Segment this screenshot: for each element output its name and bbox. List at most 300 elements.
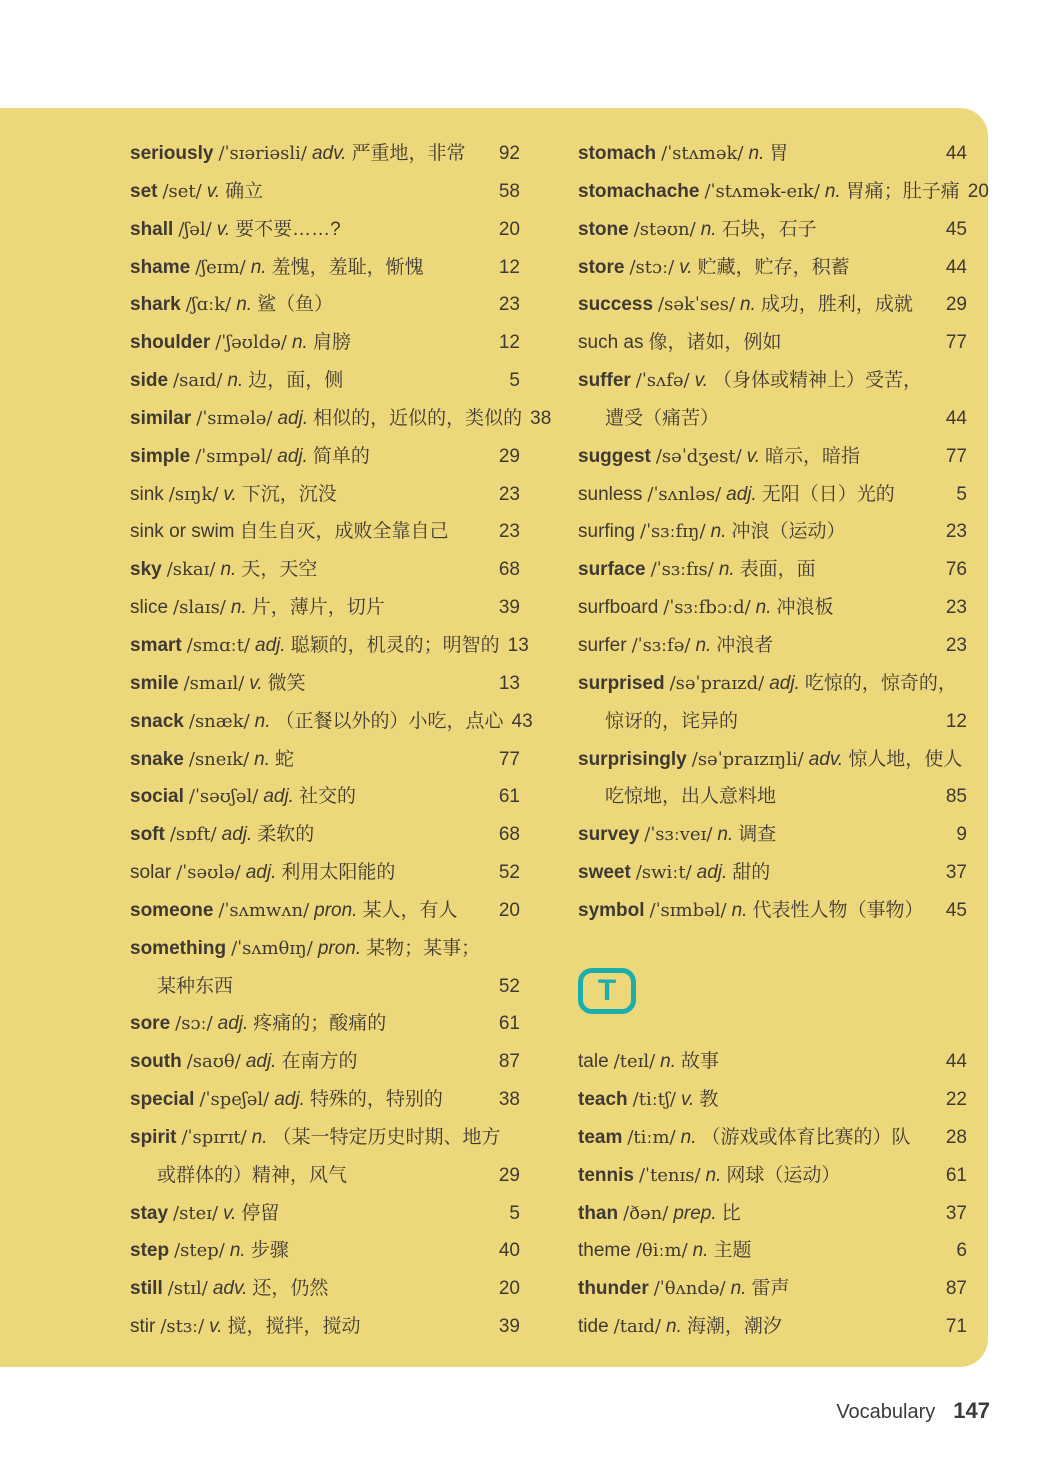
vocab-definition: （某一特定历史时期、地方 <box>272 1126 501 1148</box>
vocab-row <box>130 778 520 816</box>
vocab-page-number: 61 <box>945 1164 967 1186</box>
vocab-definition: 边，面，侧 <box>248 370 344 392</box>
vocab-definition: 步骤 <box>250 1240 289 1262</box>
vocab-entry-text <box>578 1081 718 1119</box>
vocab-page-number: 5 <box>509 1202 520 1224</box>
vocab-word: side <box>130 370 169 392</box>
vocab-page-number: 37 <box>945 1202 967 1224</box>
vocab-pos: n. <box>236 294 253 316</box>
vocab-row <box>578 1157 967 1195</box>
vocab-definition: 社交的 <box>298 786 356 808</box>
vocab-word: surface <box>578 559 646 581</box>
vocab-phonetic: /ˈθʌndə/ <box>653 1278 726 1300</box>
vocab-entry-text <box>578 1119 911 1157</box>
vocab-row <box>578 476 967 514</box>
vocab-page-number: 29 <box>498 445 520 467</box>
vocab-entry-text <box>578 551 816 589</box>
vocab-entry-text <box>578 211 817 249</box>
vocab-phonetic: /tiːm/ <box>627 1126 676 1148</box>
vocab-pos: prep. <box>673 1202 717 1224</box>
vocab-word: success <box>578 294 654 316</box>
vocab-definition: 在南方的 <box>281 1051 358 1073</box>
vocab-word: someone <box>130 899 214 921</box>
vocab-definition: 严重地，非常 <box>351 143 466 164</box>
vocab-definition: 甜的 <box>732 862 771 884</box>
vocab-page-number: 68 <box>498 824 520 846</box>
vocab-pos: adj. <box>255 634 286 656</box>
vocab-pos: n. <box>692 1240 709 1262</box>
vocab-phonetic: /step/ <box>174 1240 225 1262</box>
vocab-word: tale <box>578 1051 609 1073</box>
vocab-word: tennis <box>578 1164 634 1186</box>
vocab-definition: 雷声 <box>751 1278 790 1300</box>
vocab-definition: 相似的，近似的，类似的 <box>313 407 523 429</box>
vocab-page-number: 45 <box>945 899 967 921</box>
vocab-page-number: 58 <box>498 180 520 202</box>
vocab-row <box>578 703 967 741</box>
vocab-page-number: 12 <box>498 332 520 354</box>
vocab-entry-text <box>130 1157 347 1195</box>
vocab-word: still <box>130 1278 163 1300</box>
vocab-pos: n. <box>660 1051 677 1073</box>
vocab-entry-text <box>578 286 913 324</box>
vocab-entry-text <box>130 1043 357 1081</box>
vocab-entry-text <box>130 211 341 249</box>
vocab-word: slice <box>130 597 169 619</box>
vocab-row <box>130 627 529 665</box>
vocab-pos: v. <box>679 256 693 278</box>
vocab-entry-text <box>130 589 385 627</box>
vocab-pos: n. <box>695 634 712 656</box>
vocab-entry-text <box>130 1232 289 1270</box>
vocab-row <box>130 211 520 249</box>
vocab-page-number: 5 <box>956 483 967 505</box>
vocab-phonetic: /stɜː/ <box>160 1316 205 1338</box>
vocab-word: shall <box>130 218 174 240</box>
vocab-row <box>130 1270 520 1308</box>
vocab-definition: 调查 <box>738 824 777 846</box>
vocab-definition: 搅，搅拌，搅动 <box>227 1316 361 1338</box>
vocab-entry-text <box>130 362 343 400</box>
vocab-row <box>130 135 520 173</box>
vocab-definition: 天，天空 <box>241 559 318 581</box>
vocab-word: step <box>130 1240 170 1262</box>
vocab-phonetic: /swiːt/ <box>635 862 692 884</box>
vocab-phonetic: /ˈsɪmbəl/ <box>649 899 727 921</box>
vocab-entry-text <box>578 362 922 400</box>
vocab-page-number: 39 <box>498 597 520 619</box>
vocab-row <box>130 589 520 627</box>
vocab-page-number: 44 <box>945 143 967 164</box>
vocab-page-number: 68 <box>498 559 520 581</box>
vocab-page-number: 9 <box>956 824 967 846</box>
vocab-definition: 要不要……? <box>235 218 341 240</box>
vocab-pos: adv. <box>212 1278 248 1300</box>
vocab-word: snack <box>130 710 184 732</box>
vocab-pos: n. <box>700 218 717 240</box>
vocab-page-number: 87 <box>498 1051 520 1073</box>
vocab-row <box>578 513 967 551</box>
vocab-page-number: 77 <box>498 748 520 770</box>
vocab-entry-text <box>130 324 351 362</box>
vocab-entry-text <box>578 476 895 514</box>
vocab-entry-text <box>578 438 860 476</box>
vocab-word: sky <box>130 559 162 581</box>
vocab-page-number: 87 <box>945 1278 967 1300</box>
vocab-definition: 暗示，暗指 <box>765 445 861 467</box>
vocab-word: sink or swim <box>130 521 235 543</box>
vocab-row <box>578 589 967 627</box>
vocab-row <box>130 1232 520 1270</box>
vocab-pos: v. <box>216 218 231 240</box>
vocab-row <box>130 1195 520 1233</box>
vocab-definition: 海潮，潮汐 <box>686 1316 782 1338</box>
vocab-word: thunder <box>578 1278 649 1300</box>
vocab-row <box>130 854 520 892</box>
vocab-phonetic: /ˈsɜːfə/ <box>631 634 691 656</box>
vocab-page-number: 44 <box>945 256 967 278</box>
vocab-word: surfboard <box>578 597 659 619</box>
vocab-phonetic: /sɒft/ <box>169 824 217 846</box>
vocab-definition-continued: 遭受（痛苦） <box>605 407 720 429</box>
vocabulary-card <box>0 108 988 1367</box>
vocab-definition: 冲浪（运动） <box>731 521 846 543</box>
vocab-phonetic: /ˈtenɪs/ <box>638 1164 701 1186</box>
vocab-phonetic: /skaɪ/ <box>166 559 216 581</box>
vocab-word: smart <box>130 634 182 656</box>
vocab-phonetic: /θiːm/ <box>635 1240 688 1262</box>
vocab-phonetic: /stɔː/ <box>629 256 675 278</box>
page-footer <box>836 1398 990 1424</box>
vocab-row <box>130 551 520 589</box>
vocab-word: surfer <box>578 634 627 656</box>
vocab-row <box>578 1308 967 1346</box>
vocab-phonetic: /ˈsʌmθɪŋ/ <box>231 937 313 959</box>
vocab-entry-text <box>578 1270 789 1308</box>
vocab-page-number: 76 <box>945 559 967 581</box>
vocab-entry-text <box>578 249 850 287</box>
vocab-definition: 像，诸如，例如 <box>648 332 782 354</box>
vocab-word: stay <box>130 1202 169 1224</box>
vocab-pos: v. <box>680 1089 695 1111</box>
vocab-pos: pron. <box>314 899 358 921</box>
vocab-pos: adj. <box>274 1089 305 1111</box>
vocab-page-number: 23 <box>945 634 967 656</box>
vocab-phonetic: /sɔː/ <box>175 1013 213 1035</box>
vocab-entry-text <box>578 854 770 892</box>
vocab-pos: n. <box>251 1126 268 1148</box>
vocab-pos: n. <box>291 332 308 354</box>
vocab-definition: 片，薄片，切片 <box>251 597 385 619</box>
vocab-pos: adj. <box>769 672 800 694</box>
vocab-word: surfing <box>578 521 636 543</box>
vocab-definition-continued: 惊讶的，诧异的 <box>605 710 739 732</box>
vocab-entry-text <box>130 173 263 211</box>
vocab-page-number: 40 <box>498 1240 520 1262</box>
vocab-word: snake <box>130 748 184 770</box>
vocab-entry-text <box>130 438 370 476</box>
vocab-pos: n. <box>666 1316 682 1338</box>
vocab-definition: 停留 <box>241 1202 280 1224</box>
vocab-pos: n. <box>718 559 735 581</box>
vocab-word: something <box>130 937 227 959</box>
vocab-page-number: 22 <box>945 1089 967 1111</box>
vocab-row <box>130 1081 520 1119</box>
vocab-entry-text <box>578 703 738 741</box>
vocab-row <box>130 438 520 476</box>
vocab-row <box>130 930 520 968</box>
vocab-phonetic: /ˈsʌmwʌn/ <box>218 899 310 921</box>
vocab-row <box>578 211 967 249</box>
vocab-page-number: 28 <box>945 1126 967 1148</box>
vocab-page-number: 20 <box>498 899 520 921</box>
vocab-pos: n. <box>824 180 841 202</box>
vocab-entry-text <box>130 400 522 438</box>
vocab-word: simple <box>130 445 191 467</box>
vocab-row <box>578 286 967 324</box>
vocab-column-left <box>130 135 552 1367</box>
vocab-page-number: 44 <box>945 1051 967 1073</box>
vocab-row <box>130 892 520 930</box>
vocab-pos: adj. <box>726 483 757 505</box>
vocab-entry-text <box>578 665 957 703</box>
vocab-page-number: 23 <box>498 521 520 543</box>
vocab-definition-continued: 吃惊地，出人意料地 <box>605 786 777 808</box>
vocab-word: sore <box>130 1013 171 1035</box>
vocab-page-number: 20 <box>498 218 520 240</box>
vocab-phonetic: /ˈsəʊʃəl/ <box>188 786 259 808</box>
vocab-phonetic: /set/ <box>162 180 202 202</box>
vocab-definition: 疼痛的；酸痛的 <box>253 1013 387 1035</box>
vocab-phonetic: /ʃəl/ <box>178 218 212 240</box>
vocab-row <box>130 324 520 362</box>
vocab-phonetic: /ˈsɪmələ/ <box>196 407 273 429</box>
vocab-definition: 特殊的，特别的 <box>309 1089 443 1111</box>
vocab-row <box>130 665 520 703</box>
vocab-pos: n. <box>710 521 727 543</box>
vocab-definition: 石块，石子 <box>721 218 817 240</box>
vocab-entry-text <box>578 400 719 438</box>
vocab-phonetic: /ʃɑːk/ <box>185 294 232 316</box>
vocab-pos: n. <box>250 256 267 278</box>
vocab-word: stone <box>578 218 629 240</box>
footer-page-number: 147 <box>953 1398 990 1423</box>
vocab-pos: adv. <box>808 748 844 770</box>
vocab-entry-text <box>578 324 782 362</box>
vocab-entry-text <box>578 135 788 173</box>
vocab-page-number: 77 <box>945 332 967 354</box>
vocab-pos: pron. <box>317 937 362 959</box>
vocab-word: sweet <box>578 862 631 884</box>
vocab-word: teach <box>578 1089 628 1111</box>
vocab-row <box>578 1232 967 1270</box>
vocab-row <box>578 854 967 892</box>
vocab-phonetic: /ˈsɪmpəl/ <box>195 445 273 467</box>
vocab-definition: 蛇 <box>275 748 295 770</box>
vocab-row <box>578 173 989 211</box>
vocab-definition: 某人，有人 <box>362 899 458 921</box>
vocab-word: seriously <box>130 143 214 164</box>
vocab-entry-text <box>130 1270 328 1308</box>
vocab-definition: 成功，胜利，成就 <box>760 294 913 316</box>
vocab-row <box>578 551 967 589</box>
vocab-phonetic: /səkˈses/ <box>658 294 736 316</box>
vocab-entry-text <box>130 968 233 1006</box>
vocab-page-number: 44 <box>945 407 967 429</box>
vocab-phonetic: /ˈsɜːfɪs/ <box>650 559 714 581</box>
vocab-entry-text <box>130 476 337 514</box>
vocab-page-number: 52 <box>498 862 520 884</box>
vocab-page-number: 61 <box>498 786 520 808</box>
vocab-pos: n. <box>227 370 244 392</box>
vocab-row <box>130 1308 520 1346</box>
vocab-row <box>130 249 520 287</box>
vocab-phonetic: /səˈpraɪzɪŋli/ <box>691 748 804 770</box>
vocab-definition: 确立 <box>225 180 264 202</box>
vocab-row <box>130 476 520 514</box>
vocab-phonetic: /ʃeɪm/ <box>195 256 246 278</box>
section-letter: T <box>597 974 617 1008</box>
vocab-phonetic: /stɪl/ <box>167 1278 208 1300</box>
vocab-definition: 微笑 <box>267 672 306 694</box>
vocab-pos: n. <box>740 294 756 316</box>
vocab-word: sunless <box>578 483 643 505</box>
vocab-page-number: 12 <box>945 710 967 732</box>
vocab-definition: 羞愧，羞耻，惭愧 <box>271 256 424 278</box>
vocab-word: shoulder <box>130 332 211 354</box>
vocab-definition: 肩膀 <box>312 332 351 354</box>
vocab-word: such as <box>578 332 644 354</box>
vocab-phonetic: /smaɪl/ <box>183 672 245 694</box>
vocab-entry-text <box>130 1119 501 1157</box>
vocab-word: than <box>578 1202 619 1224</box>
vocab-word: symbol <box>578 899 645 921</box>
vocab-definition: 柔软的 <box>257 824 315 846</box>
vocab-phonetic: /stəʊn/ <box>633 218 696 240</box>
vocab-entry-text <box>130 778 356 816</box>
vocab-page-number: 12 <box>498 256 520 278</box>
vocab-pos: n. <box>731 899 748 921</box>
vocab-pos: n. <box>755 597 772 619</box>
vocab-pos: n. <box>730 1278 747 1300</box>
vocab-entry-text <box>130 286 333 324</box>
vocab-page-number: 92 <box>498 143 520 164</box>
vocab-phonetic: /sɪŋk/ <box>168 483 219 505</box>
vocab-phonetic: /ðən/ <box>623 1202 669 1224</box>
vocab-entry-text <box>578 173 960 211</box>
section-divider <box>578 930 967 1044</box>
vocab-entry-text <box>578 892 923 930</box>
vocab-page-number: 23 <box>498 294 520 316</box>
vocab-entry-text <box>578 778 776 816</box>
vocab-definition: 故事 <box>681 1051 720 1073</box>
vocab-definition: （正餐以外的）小吃，点心 <box>275 710 504 732</box>
vocab-row <box>578 892 967 930</box>
vocab-row <box>578 1043 967 1081</box>
vocab-row <box>578 1081 967 1119</box>
vocab-definition: 胃痛；肚子痛 <box>845 180 960 202</box>
vocab-row <box>130 816 520 854</box>
vocab-definition: 表面，面 <box>739 559 816 581</box>
vocab-row <box>130 1157 520 1195</box>
vocab-entry-text <box>130 892 457 930</box>
vocab-page-number: 77 <box>945 445 967 467</box>
vocab-entry-text <box>130 1308 361 1346</box>
vocab-page-number: 37 <box>945 862 967 884</box>
vocab-entry-text <box>578 589 834 627</box>
vocab-row <box>578 135 967 173</box>
vocab-entry-text <box>130 249 424 287</box>
vocab-entry-text <box>578 1195 741 1233</box>
vocab-phonetic: /taɪd/ <box>613 1316 662 1338</box>
vocab-phonetic: /saʊθ/ <box>186 1051 241 1073</box>
vocab-word: suggest <box>578 445 651 467</box>
vocab-page-number: 29 <box>498 1164 520 1186</box>
vocab-phonetic: /ˈsɜːveɪ/ <box>644 824 713 846</box>
vocab-word: shark <box>130 294 181 316</box>
vocab-word: survey <box>578 824 640 846</box>
vocab-row <box>578 627 967 665</box>
vocab-phonetic: /tiːtʃ/ <box>632 1089 676 1111</box>
vocab-word: sink <box>130 483 164 505</box>
vocab-pos: adj. <box>277 407 309 429</box>
vocab-definition: 冲浪者 <box>716 634 774 656</box>
vocab-phonetic: /ˈstʌmək-eɪk/ <box>704 180 820 202</box>
vocab-definition-continued: 或群体的）精神，风气 <box>157 1164 348 1186</box>
vocab-entry-text <box>130 665 306 703</box>
vocab-row <box>578 362 967 400</box>
vocab-row <box>578 1119 967 1157</box>
vocab-word: surprisingly <box>578 748 687 770</box>
vocab-page-number: 38 <box>530 407 552 429</box>
vocab-pos: adj. <box>245 1051 277 1073</box>
vocab-word: stir <box>130 1316 156 1338</box>
vocab-row <box>578 438 967 476</box>
vocab-page-number: 23 <box>945 521 967 543</box>
vocab-page-number: 6 <box>956 1240 967 1262</box>
vocab-phonetic: /ˈsɜːfɪŋ/ <box>640 521 706 543</box>
vocab-definition: （身体或精神上）受苦， <box>712 370 922 392</box>
vocab-definition: 惊人地，使人 <box>848 748 963 770</box>
vocab-row <box>130 173 520 211</box>
vocab-pos: v. <box>223 1202 237 1224</box>
vocab-definition: 比 <box>721 1202 741 1224</box>
vocab-word: stomachache <box>578 180 700 202</box>
vocab-pos: v. <box>206 180 221 202</box>
vocab-entry-text <box>130 1005 386 1043</box>
vocab-phonetic: /sneɪk/ <box>188 748 250 770</box>
vocab-word: solar <box>130 862 172 884</box>
vocab-pos: n. <box>705 1164 722 1186</box>
vocab-pos: v. <box>223 483 237 505</box>
vocab-entry-text <box>578 741 962 779</box>
vocab-definition: （游戏或体育比赛的）队 <box>701 1126 911 1148</box>
vocab-row <box>130 362 520 400</box>
vocab-word: store <box>578 256 625 278</box>
vocab-row <box>130 968 520 1006</box>
vocab-pos: n. <box>717 824 734 846</box>
vocab-row <box>130 1043 520 1081</box>
vocab-word: tide <box>578 1316 609 1338</box>
vocab-page-number: 23 <box>945 597 967 619</box>
vocab-definition: 还，仍然 <box>252 1278 329 1300</box>
vocab-phonetic: /səˈpraɪzd/ <box>669 672 765 694</box>
vocab-phonetic: /ˈspeʃəl/ <box>199 1089 270 1111</box>
vocab-page-number: 29 <box>945 294 967 316</box>
vocab-entry-text <box>130 703 504 741</box>
vocab-row <box>578 741 967 779</box>
vocab-row <box>578 1270 967 1308</box>
